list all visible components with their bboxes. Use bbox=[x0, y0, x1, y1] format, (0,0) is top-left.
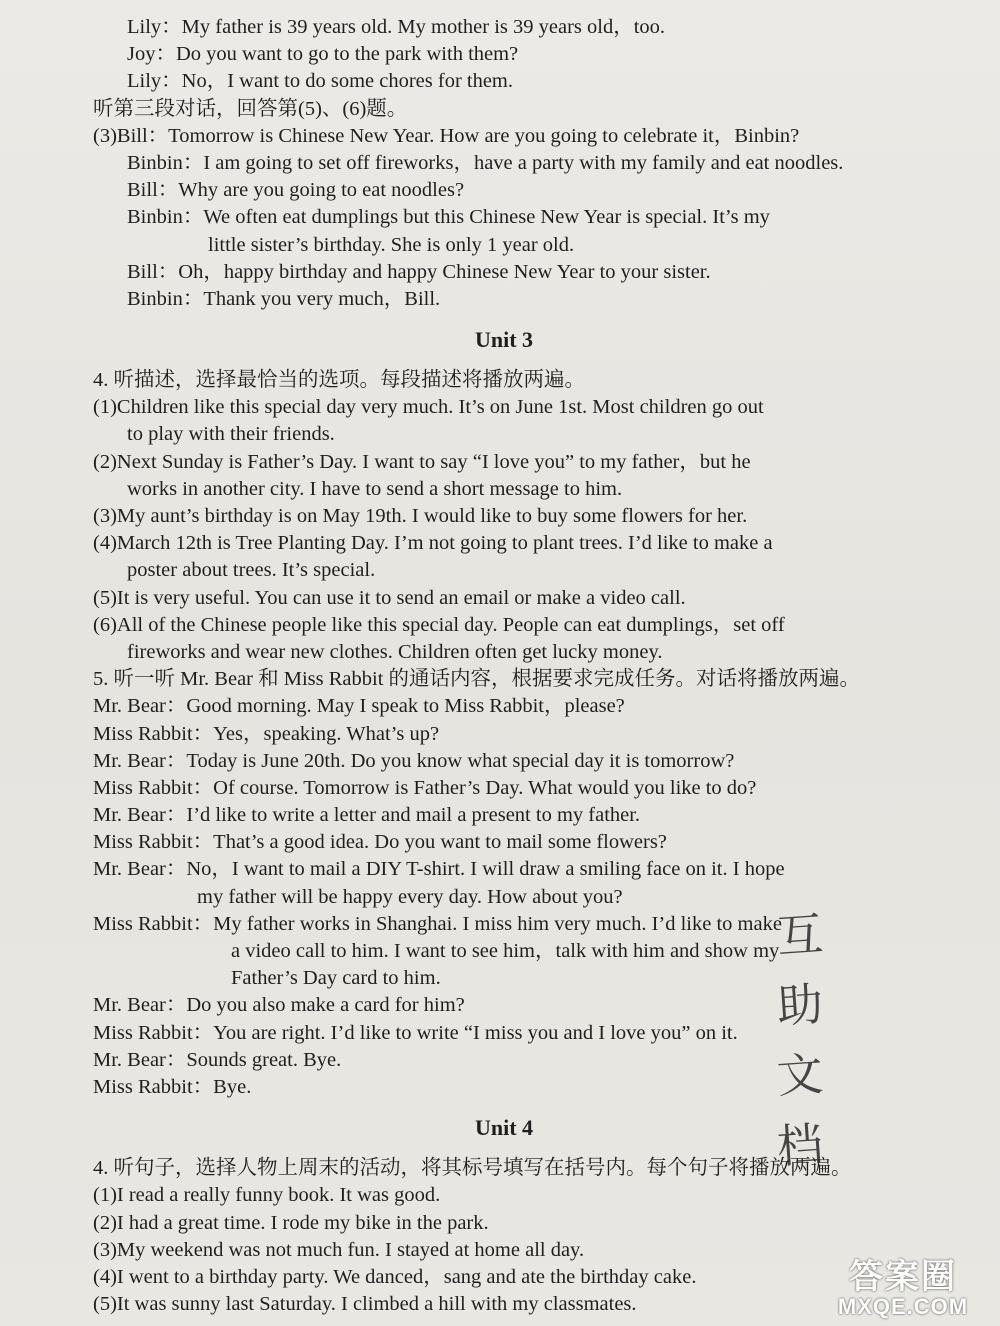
text-line: (3)My aunt’s birthday is on May 19th. I would like to buy some flowers for her. bbox=[93, 505, 748, 527]
text-line: Mr. Bear：Good morning. May I speak to Miss Rabbit，please? bbox=[93, 695, 625, 718]
watermark-url: MXQE.COM bbox=[837, 1294, 969, 1319]
text-line: Mr. Bear：No，I want to mail a DIY T-shirt. I will draw a smiling face on it. I hope bbox=[93, 858, 785, 881]
text-line: (4)March 12th is Tree Planting Day. I’m not going to plant trees. I’d like to make a bbox=[93, 532, 773, 555]
text-line: Miss Rabbit：You are right. I’d like to write “I miss you and I love you” on it. bbox=[93, 1021, 738, 1044]
handwritten-char: 档 bbox=[775, 1116, 825, 1174]
text-line: 听第三段对话，回答第(5)、(6)题。 bbox=[93, 97, 408, 120]
text-line: Bill：Why are you going to eat noodles? bbox=[127, 179, 465, 202]
text-line: (5)It was sunny last Saturday. I climbed a hill with my classmates. bbox=[93, 1293, 637, 1316]
text-line: Mr. Bear：Sounds great. Bye. bbox=[93, 1048, 342, 1071]
handwritten-annotation bbox=[745, 900, 855, 1180]
text-line: Miss Rabbit：Yes，speaking. What’s up? bbox=[93, 722, 440, 745]
text-line: Father’s Day card to him. bbox=[231, 967, 441, 990]
text-line: Lily：No，I want to do some chores for them. bbox=[127, 70, 514, 93]
text-line: (1)I read a really funny book. It was good. bbox=[93, 1184, 441, 1207]
text-line: little sister’s birthday. She is only 1 year old. bbox=[208, 233, 575, 256]
text-line: (2)I had a great time. I rode my bike in the park. bbox=[93, 1211, 489, 1234]
text-line: 4. 听句子，选择人物上周末的活动，将其标号填写在括号内。每个句子将播放两遍。 bbox=[93, 1157, 852, 1180]
text-line: Binbin：I am going to set off fireworks，have a party with my family and eat noodles. bbox=[127, 151, 844, 174]
text-line: 5. 听一听 Mr. Bear 和 Miss Rabbit 的通话内容，根据要求完成任务。对话将播放两遍。 bbox=[93, 668, 861, 691]
text-line: my father will be happy every day. How about you? bbox=[197, 885, 623, 908]
text-line: (1)Children like this special day very much. It’s on June 1st. Most children go out bbox=[93, 396, 764, 419]
text-line: Binbin：Thank you very much，Bill. bbox=[127, 287, 441, 310]
text-line: Miss Rabbit：Of course. Tomorrow is Father’s Day. What would you like to do? bbox=[93, 776, 757, 799]
handwritten-char: 互 bbox=[775, 906, 825, 964]
text-line: Joy：Do you want to go to the park with them? bbox=[127, 43, 519, 66]
text-line: poster about trees. It’s special. bbox=[127, 559, 376, 582]
text-line: Mr. Bear：Today is June 20th. Do you know what special day it is tomorrow? bbox=[93, 749, 735, 772]
text-line: works in another city. I have to send a short message to him. bbox=[127, 477, 623, 500]
handwritten-char: 助 bbox=[775, 976, 825, 1034]
section-heading: Unit 4 bbox=[474, 1115, 534, 1141]
text-line: Mr. Bear：I’d like to write a letter and mail a present to my father. bbox=[93, 804, 641, 827]
text-line: 4. 听描述，选择最恰当的选项。每段描述将播放两遍。 bbox=[93, 369, 585, 392]
text-line: (2)Next Sunday is Father’s Day. I want to say “I love you” to my father，but he bbox=[93, 450, 751, 473]
text-line: Bill：Oh，happy birthday and happy Chinese New Year to your sister. bbox=[127, 260, 711, 283]
text-line: (3)My weekend was not much fun. I stayed at home all day. bbox=[93, 1238, 585, 1261]
text-line: a video call to him. I want to see him，talk with him and show my bbox=[231, 940, 780, 962]
text-line: Mr. Bear：Do you also make a card for him? bbox=[93, 994, 465, 1017]
text-line: (5)It is very useful. You can use it to send an email or make a video call. bbox=[93, 586, 686, 609]
text-line: (6)All of the Chinese people like this special day. People can eat dumplings，set off bbox=[93, 613, 785, 636]
section-heading: Unit 3 bbox=[474, 327, 534, 353]
text-line: (3)Bill：Tomorrow is Chinese New Year. How are you going to celebrate it，Binbin? bbox=[93, 124, 800, 147]
text-line: Binbin：We often eat dumplings but this Chinese New Year is special. It’s my bbox=[127, 206, 770, 229]
text-line: fireworks and wear new clothes. Children often get lucky money. bbox=[127, 640, 663, 663]
watermark-title: 答案圈 bbox=[849, 1258, 957, 1296]
text-line: to play with their friends. bbox=[127, 423, 335, 446]
text-line: Lily：My father is 39 years old. My mother is 39 years old，too. bbox=[127, 16, 666, 38]
text-line: Miss Rabbit：My father works in Shanghai. I miss him very much. I’d like to make bbox=[93, 912, 782, 935]
text-line: Miss Rabbit：Bye. bbox=[93, 1075, 252, 1098]
text-line: (4)I went to a birthday party. We danced，sang and ate the birthday cake. bbox=[93, 1265, 697, 1288]
handwritten-char: 文 bbox=[775, 1046, 825, 1104]
text-line: Miss Rabbit：That’s a good idea. Do you want to mail some flowers? bbox=[93, 831, 667, 854]
watermark-logo bbox=[814, 1258, 992, 1320]
